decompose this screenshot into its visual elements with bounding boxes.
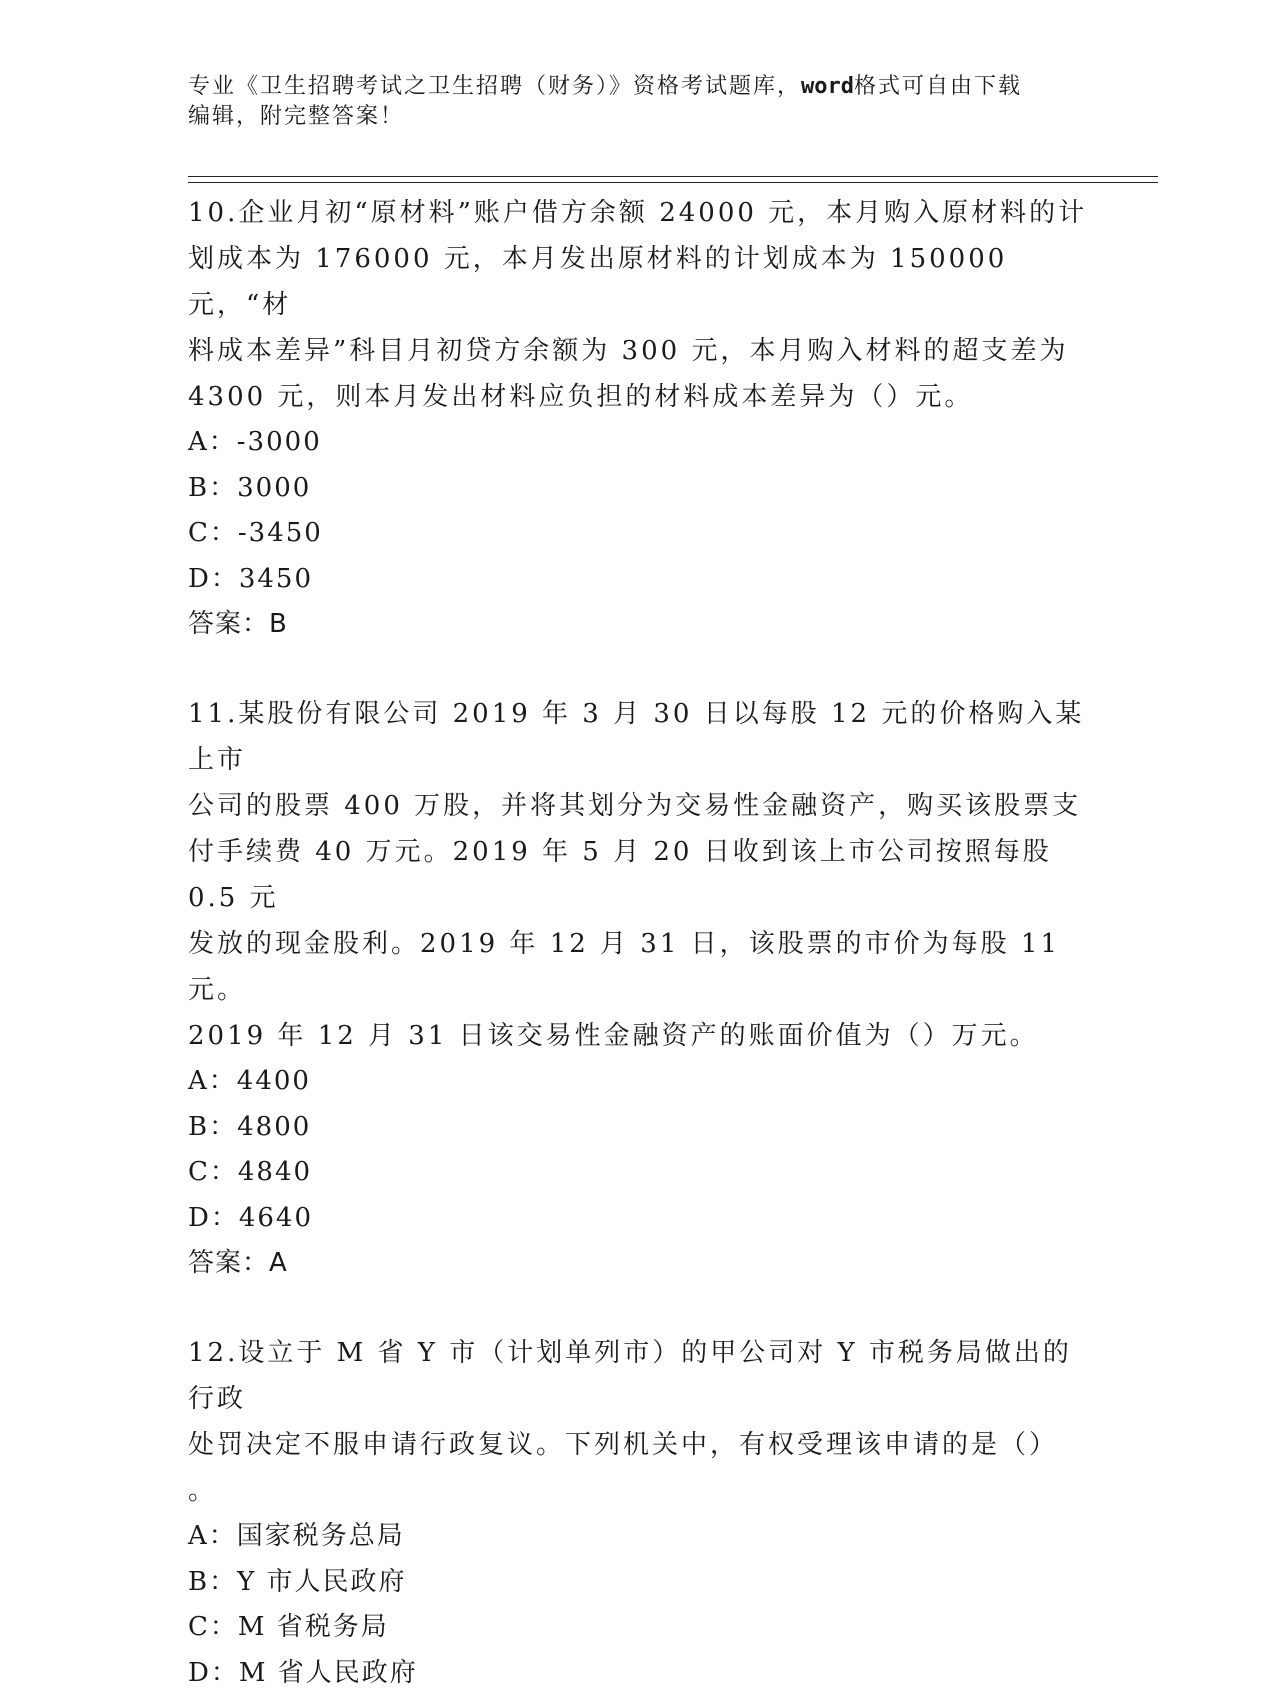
- option-a: A：-3000: [188, 420, 1088, 466]
- header-line-2: 编辑，附完整答案！: [188, 102, 1088, 132]
- option-d: D：3450: [188, 557, 1088, 603]
- question-text-line: 公司的股票 400 万股，并将其划分为交易性金融资产，购买该股票支: [188, 783, 1088, 829]
- option-a: A：国家税务总局: [188, 1514, 1088, 1560]
- question-list: [188, 190, 1088, 1696]
- option-d: D：M 省人民政府: [188, 1651, 1088, 1696]
- question-text-line: 划成本为 176000 元，本月发出原材料的计划成本为 150000 元，“材: [188, 236, 1088, 328]
- answer-label: 答案：B: [188, 602, 1088, 647]
- question-11: [188, 691, 1088, 1286]
- question-text-line: 4300 元，则本月发出材料应负担的材料成本差异为（）元。: [188, 374, 1088, 420]
- question-10: [188, 190, 1088, 647]
- question-text-line: 料成本差异”科目月初贷方余额为 300 元，本月购入材料的超支差为: [188, 328, 1088, 374]
- question-text-line: 处罚决定不服申请行政复议。下列机关中，有权受理该申请的是（）: [188, 1422, 1088, 1468]
- header-line-1: 专业《卫生招聘考试之卫生招聘（财务）》资格考试题库，word格式可自由下载: [188, 72, 1088, 102]
- question-text-line: 付手续费 40 万元。2019 年 5 月 20 日收到该上市公司按照每股 0.5 元: [188, 829, 1088, 921]
- question-text-line: 10.企业月初“原材料”账户借方余额 24000 元，本月购入原材料的计: [188, 190, 1088, 236]
- question-text-line: 11.某股份有限公司 2019 年 3 月 30 日以每股 12 元的价格购入某上市: [188, 691, 1088, 783]
- option-a: A：4400: [188, 1059, 1088, 1105]
- header-divider-top: [188, 176, 1158, 177]
- option-b: B：Y 市人民政府: [188, 1560, 1088, 1606]
- document-header: [188, 72, 1088, 132]
- question-text-line: 。: [188, 1468, 1088, 1514]
- spacer: [188, 1286, 1088, 1330]
- option-b: B：4800: [188, 1105, 1088, 1151]
- header-divider-bottom: [188, 182, 1158, 183]
- option-b: B：3000: [188, 466, 1088, 512]
- answer-label: 答案：A: [188, 1241, 1088, 1286]
- question-text-line: 发放的现金股利。2019 年 12 月 31 日，该股票的市价为每股 11 元。: [188, 921, 1088, 1013]
- spacer: [188, 647, 1088, 691]
- question-12: [188, 1330, 1088, 1696]
- option-d: D：4640: [188, 1196, 1088, 1242]
- option-c: C：M 省税务局: [188, 1605, 1088, 1651]
- option-c: C：-3450: [188, 511, 1088, 557]
- question-text-line: 12.设立于 M 省 Y 市（计划单列市）的甲公司对 Y 市税务局做出的行政: [188, 1330, 1088, 1422]
- option-c: C：4840: [188, 1150, 1088, 1196]
- question-text-line: 2019 年 12 月 31 日该交易性金融资产的账面价值为（）万元。: [188, 1013, 1088, 1059]
